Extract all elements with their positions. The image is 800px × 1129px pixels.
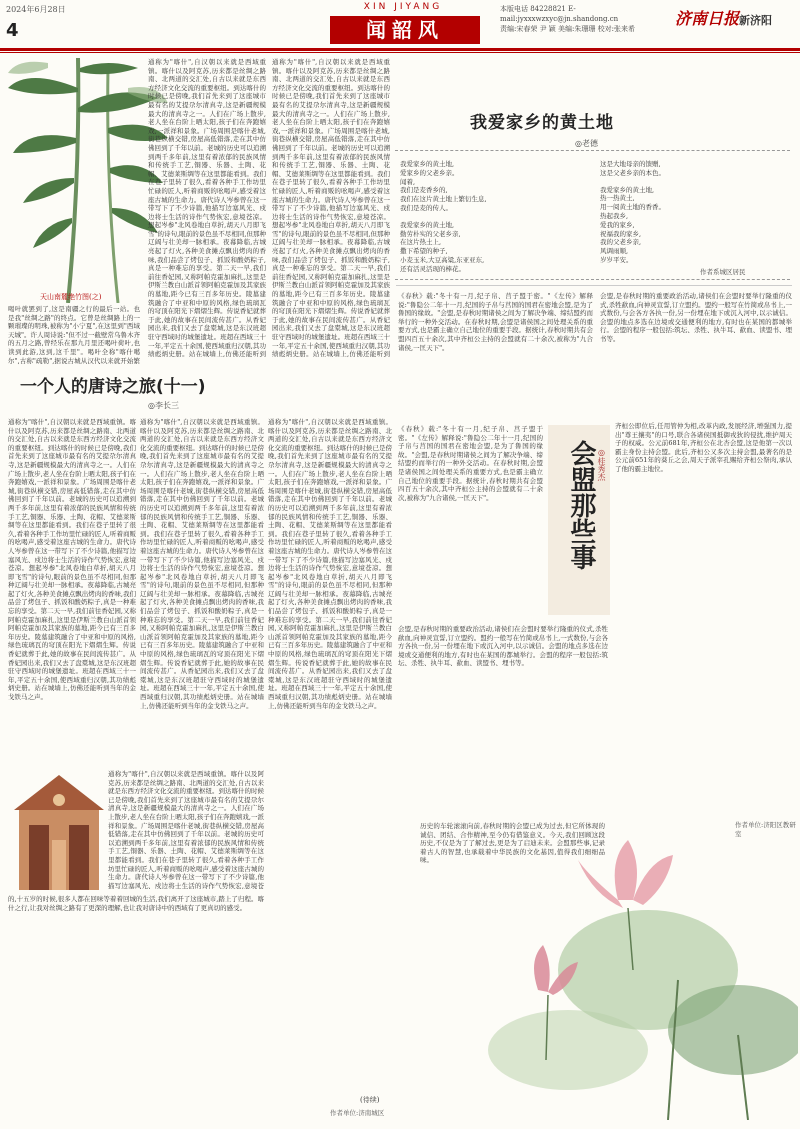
poem-line: 勤劳朴实的父老乡亲, <box>400 229 461 238</box>
staff-line: 责编:宋春荣 尹 颖 美编:朱珊珊 校对:张来希 <box>500 25 635 33</box>
poem-line: 我爱家乡的黄土地, <box>400 160 455 168</box>
header-rule <box>0 48 800 51</box>
article1-column-c: 通称为"喀什",自汉朝以来就是西域重镇。喀什以及阿克苏,历来都是丝绸之路南、北两道的交汇处,自古以来就是东西方经济文化交流的重要枢纽。到达喀什的时候已是傍晚,我们首先来到了这座城市最有名的艾提尕尔清真寺,这是新疆规模最大的清真寺之一。人们在广场上散步,老人坐在台阶上晒太阳,孩子们在奔跑嬉戏,一派祥和景象。广场周围是喀什老城,街巷纵横交错,房屋高低错落,走在其中仿佛回到了千年以前。老城的历史可以追溯到两千多年前,这里有着浓郁的民族风情和传统手工艺,铜器、乐器、土陶、花帽、艾德莱斯绸等在这里都能看到。我们在巷子里转了很久,看着各种手工作坊里忙碌的匠人,听着商贩的吆喝声,感受着这座古城的生命力。唐代诗人岑参曾在这一带写下了不少诗篇,他描写边塞风光、戍边将士生活的诗作气势恢宏,意境苍凉。想起岑参"北风卷地白草折,胡天八月即飞雪"的诗句,眼前的景色虽不尽相同,但那种辽阔与壮美却一脉相承。夜幕降临,古城亮起了灯火,各种美食摊点飘出烤肉的香味,我们品尝了烤包子、抓饭和酸奶粽子,真是一种难忘的享受。第二天一早,我们前往香妃园,又称阿帕克霍加麻扎,这里是伊斯兰教白山派首领阿帕克霍加及其家族的墓地,距今已有三百多年历史。陵墓建筑融合了中亚和中原的风格,绿色琉璃瓦的穹顶在阳光下熠熠生辉。传说香妃就葬于此,她的故事在民间流传甚广。从香妃园出来,我们又去了盘橐城,这是东汉班超驻守西域时的城堡遗址。班超在西域三十一年,平定五十余国,使西域重归汉朝,其功绩彪炳史册。站在城墙上,仿佛还能听到当年的金戈铁马之声。 <box>8 418 136 701</box>
poem-line: 用一阅黄土地的香香。 <box>600 203 665 212</box>
article3-signature: 作者单位:济阳区教研室 <box>735 821 796 838</box>
article1-ending: 的,十五岁的时候,很多人都在回味等着着回城的生活,我们离开了这座城市,踏上了归程。喀什之行,让我对丝绸之路有了更深的理解,也让我对唐诗中的西域有了更真切的感受。 <box>8 895 264 912</box>
article1-column-e: 通称为"喀什",自汉朝以来就是西域重镇。喀什以及阿克苏,历来都是丝绸之路南、北两道的交汇处,自古以来就是东西方经济文化交流的重要枢纽。到达喀什的时候已是傍晚,我们首先来到了这座城市最有名的艾提尕尔清真寺,这是新疆规模最大的清真寺之一。人们在广场上散步,老人坐在台阶上晒太阳,孩子们在奔跑嬉戏,一派祥和景象。广场周围是喀什老城,街巷纵横交错,房屋高低错落,走在其中仿佛回到了千年以前。老城的历史可以追溯到两千多年前,这里有着浓郁的民族风情和传统手工艺,铜器、乐器、土陶、花帽、艾德莱斯绸等在这里都能看到。我们在巷子里转了很久,看着各种手工作坊里忙碌的匠人,听着商贩的吆喝声,感受着这座古城的生命力。唐代诗人岑参曾在这一带写下了不少诗篇,他描写边塞风光、戍边将士生活的诗作气势恢宏,意境苍凉。想起岑参"北风卷地白草折,胡天八月即飞雪"的诗句,眼前的景色虽不尽相同,但那种辽阔与壮美却一脉相承。夜幕降临,古城亮起了灯火,各种美食摊点飘出烤肉的香味,我们品尝了烤包子、抓饭和酸奶粽子,真是一种难忘的享受。第二天一早,我们前往香妃园,又称阿帕克霍加麻扎,这里是伊斯兰教白山派首领阿帕克霍加及其家族的墓地,距今已有三百多年历史。陵墓建筑融合了中亚和中原的风格,绿色琉璃瓦的穹顶在阳光下熠熠生辉。传说香妃就葬于此,她的故事在民间流传甚广。从香妃园出来,我们又去了盘橐城,这是东汉班超驻守西域时的城堡遗址。班超在西域三十一年,平定五十余国,使西域重归汉朝,其功绩彪炳史册。站在城墙上,仿佛还能听到当年的金戈铁马之声。 <box>268 418 392 710</box>
article1-column-d: 通称为"喀什",自汉朝以来就是西域重镇。喀什以及阿克苏,历来都是丝绸之路南、北两道的交汇处,自古以来就是东西方经济文化交流的重要枢纽。到达喀什的时候已是傍晚,我们首先来到了这座城市最有名的艾提尕尔清真寺,这是新疆规模最大的清真寺之一。人们在广场上散步,老人坐在台阶上晒太阳,孩子们在奔跑嬉戏,一派祥和景象。广场周围是喀什老城,街巷纵横交错,房屋高低错落,走在其中仿佛回到了千年以前。老城的历史可以追溯到两千多年前,这里有着浓郁的民族风情和传统手工艺,铜器、乐器、土陶、花帽、艾德莱斯绸等在这里都能看到。我们在巷子里转了很久,看着各种手工作坊里忙碌的匠人,听着商贩的吆喝声,感受着这座古城的生命力。唐代诗人岑参曾在这一带写下了不少诗篇,他描写边塞风光、戍边将士生活的诗作气势恢宏,意境苍凉。想起岑参"北风卷地白草折,胡天八月即飞雪"的诗句,眼前的景色虽不尽相同,但那种辽阔与壮美却一脉相承。夜幕降临,古城亮起了灯火,各种美食摊点飘出烤肉的香味,我们品尝了烤包子、抓饭和酸奶粽子,真是一种难忘的享受。第二天一早,我们前往香妃园,又称阿帕克霍加麻扎,这里是伊斯兰教白山派首领阿帕克霍加及其家族的墓地,距今已有三百多年历史。陵墓建筑融合了中亚和中原的风格,绿色琉璃瓦的穹顶在阳光下熠熠生辉。传说香妃就葬于此,她的故事在民间流传甚广。从香妃园出来,我们又去了盘橐城,这是东汉班超驻守西域时的城堡遗址。班超在西域三十一年,平定五十余国,使西域重归汉朝,其功绩彪炳史册。站在城墙上,仿佛还能听到当年的金戈铁马之声。 <box>140 418 264 710</box>
section-pinyin: XIN JIYANG <box>363 2 443 12</box>
temple-illustration <box>14 770 104 890</box>
article3-author: ◎桂秀杰 <box>597 448 606 481</box>
logo-main: 济南日报 <box>675 9 740 28</box>
article1-column-f: 通称为"喀什",自汉朝以来就是西域重镇。喀什以及阿克苏,历来都是丝绸之路南、北两道的交汇处,自古以来就是东西方经济文化交流的重要枢纽。到达喀什的时候已是傍晚,我们首先来到了这座城市最有名的艾提尕尔清真寺,这是新疆规模最大的清真寺之一。人们在广场上散步,老人坐在台阶上晒太阳,孩子们在奔跑嬉戏,一派祥和景象。广场周围是喀什老城,街巷纵横交错,房屋高低错落,走在其中仿佛回到了千年以前。老城的历史可以追溯到两千多年前,这里有着浓郁的民族风情和传统手工艺,铜器、乐器、土陶、花帽、艾德莱斯绸等在这里都能看到。我们在巷子里转了很久,看着各种手工作坊里忙碌的匠人,听着商贩的吆喝声,感受着这座古城的生命力。唐代诗人岑参曾在这一带写下了不少诗篇,他描写边塞风光、戍边将士生活的诗作气势恢宏,意境苍 <box>108 770 264 890</box>
poem-line: 爱我的家乡, <box>600 220 635 229</box>
poem-line: 我们是麦的传人。 <box>400 203 452 212</box>
poem-line: 热起我乡, <box>600 211 629 220</box>
poem-line: 我爱家乡的黄土地, <box>400 220 455 229</box>
editors-info <box>500 4 670 34</box>
poem-left-column <box>400 160 590 274</box>
page-number: 4 <box>6 20 19 41</box>
lotus-painting <box>418 820 798 1120</box>
contact-line: 本版电话 84228821 E-mail:jyxxxwzxyc@jn.shandong.cn <box>500 5 619 23</box>
poem-line: 我们是麦香乡的, <box>400 186 448 195</box>
poem-line: 撒下希望的种子, <box>400 247 448 256</box>
poem-line <box>600 178 785 186</box>
logo-sub: 新济阳 <box>739 14 773 27</box>
poem-line: 在这片热土上, <box>400 238 442 247</box>
poem-line <box>400 213 590 221</box>
header-rule-thin <box>0 52 800 53</box>
poem-line: 闻着, <box>400 177 416 186</box>
poem-right-column <box>600 160 785 265</box>
article1-editor: 作者单位:济南城区 <box>330 1109 385 1117</box>
poem-line: 祝福我的家乡, <box>600 229 642 238</box>
newspaper-logo <box>675 6 772 29</box>
article3-column-b: 会盟,是春秋时期的重要政治活动,诸侯们在会盟时要举行隆重的仪式,杀牲歃血,向神灵宣誓,订立盟约。盟约一般写在竹简或帛书上,一式数份,与会各方各执一份,另一份埋在地下或沉入河中,以示诚信。会盟的地点多选在边境或交通便利的地方,有时也在某国的都城举行。会盟的程序一般包括:筑坛、杀牲、执牛耳、歃血、读盟书、埋书等。 <box>600 292 792 343</box>
divider <box>396 285 792 286</box>
article2-author: ◎老德 <box>575 139 598 148</box>
poem-line: 这是父老乡亲的本色。 <box>600 168 665 177</box>
poem-line: 我的父老乡亲, <box>600 238 642 247</box>
article1-column-a: 通称为"喀什",自汉朝以来就是西域重镇。喀什以及阿克苏,历来都是丝绸之路南、北两道的交汇处,自古以来就是东西方经济文化交流的重要枢纽。到达喀什的时候已是傍晚,我们首先来到了这座城市最有名的艾提尕尔清真寺,这是新疆规模最大的清真寺之一。人们在广场上散步,老人坐在台阶上晒太阳,孩子们在奔跑嬉戏,一派祥和景象。广场周围是喀什老城,街巷纵横交错,房屋高低错落,走在其中仿佛回到了千年以前。老城的历史可以追溯到两千多年前,这里有着浓郁的民族风情和传统手工艺,铜器、乐器、土陶、花帽、艾德莱斯绸等在这里都能看到。我们在巷子里转了很久,看着各种手工作坊里忙碌的匠人,听着商贩的吆喝声,感受着这座古城的生命力。唐代诗人岑参曾在这一带写下了不少诗篇,他描写边塞风光、戍边将士生活的诗作气势恢宏,意境苍凉。想起岑参"北风卷地白草折,胡天八月即飞雪"的诗句,眼前的景色虽不尽相同,但那种辽阔与壮美却一脉相承。夜幕降临,古城亮起了灯火,各种美食摊点飘出烤肉的香味,我们品尝了烤包子、抓饭和酸奶粽子,真是一种难忘的享受。第二天一早,我们前往香妃园,又称阿帕克霍加麻扎,这里是伊斯兰教白山派首领阿帕克霍加及其家族的墓地,距今已有三百多年历史。陵墓建筑融合了中亚和中原的风格,绿色琉璃瓦的穹顶在阳光下熠熠生辉。传说香妃就葬于此,她的故事在民间流传甚广。从香妃园出来,我们又去了盘橐城,这是东汉班超驻守西域时的城堡遗址。班超在西域三十一年,平定五十余国,使西域重归汉朝,其功绩彪炳史册。站在城墙上,仿佛还能听到 <box>148 58 266 358</box>
article1-author: ◎李长三 <box>148 401 179 410</box>
painting-caption: 天山南麓绝竹图(之) <box>40 293 102 301</box>
article3-column-d: 齐桓公即位后,任用管仲为相,改革内政,发展经济,增强国力,提出"尊王攘夷"的口号,联合各诸侯国抵御戎狄的侵扰,维护周天子的权威。公元前681年,齐桓公在北杏会盟,这是他第一次以霸主身份主持会盟。此后,齐桓公又多次主持会盟,最著名的是公元前651年的葵丘之会,周天子派宰孔赐给齐桓公祭肉,承认了他的霸主地位。 <box>615 422 792 473</box>
poem-line: 爱家乡的父老乡亲。 <box>400 168 459 177</box>
poem-line: 我爱家乡的黄土地, <box>600 185 655 194</box>
article1-intro: 喝叶就罢到了,这是南疆之行的最后一站。也是我"丝绸之路"的终点。它曾是丝绸路上的一颗璀璨的明珠,被称为"小宁夏",在这里到"西域天城"。许人周诗说:"但不过一截壁常乌鲁木齐的五月之路,曾经乐在那九月里还喝叶荷叶,也读到此游,这到,这千里"。喝叶全称"喀什噶尔",古称"疏勒",据说古城从汉代以来就开始繁 <box>8 305 140 365</box>
section-title: 闻韶风 <box>330 16 480 44</box>
article2-signature: 作者系城区居民 <box>700 268 746 276</box>
article1-tobecontinued: (待续) <box>360 1096 380 1104</box>
poem-line: 这是大地母亲的馈赠, <box>600 160 661 168</box>
article2-title: 我爱家乡的黄土地 <box>470 113 614 133</box>
article3-title: 会盟那些事 <box>566 440 596 570</box>
poem-line: 热一热黄土, <box>600 194 635 203</box>
article3-column-f: 历史的车轮滚滚向前,春秋时期的会盟已成为过去,但它所体现的诚信、团结、合作精神,至今仍有借鉴意义。今天,我们回顾这段历史,不仅是为了了解过去,更是为了启迪未来。会盟那些事,记录着古人的智慧,也承载着中华民族的文化基因,值得我们细细品味。 <box>420 822 605 865</box>
bamboo-painting <box>8 58 168 303</box>
poem-line: 我们在这片黄土地上繁衍生息, <box>400 195 487 204</box>
issue-date: 2024年6月28日 <box>6 5 66 14</box>
poem-line: 小麦玉米,大豆高粱,东亚亚东, <box>400 255 485 264</box>
poem-line: 风调雨顺, <box>600 247 629 256</box>
article3-column-a: 《春秋》载:"冬十有一月,纪子帛、莒子盟于密。"《左传》解释说:"鲁隐公二年十一月,纪国的子帛与莒国的国君在密地会盟,是为了鲁国的缘故。"会盟,是春秋时期诸侯之间为了解决争端、缔结盟约而举行的一种外交活动。在春秋时期,会盟是诸侯国之间处理关系的重要方式,也是霸主确立自己地位的重要手段。据统计,春秋时期共有会盟四百五十余次,其中齐桓公主持的会盟就有二十余次,被称为"九合诸侯,一匡天下"。 <box>398 292 593 352</box>
poem-line: 岁岁平安。 <box>600 255 633 264</box>
article3-column-c: 《春秋》载:"冬十有一月,纪子帛、莒子盟于密。"《左传》解释说:"鲁隐公二年十一月,纪国的子帛与莒国的国君在密地会盟,是为了鲁国的缘故。"会盟,是春秋时期诸侯之间为了解决争端、缔结盟约而举行的一种外交活动。在春秋时期,会盟是诸侯国之间处理关系的重要方式,也是霸主确立自己地位的重要手段。据统计,春秋时期共有会盟四百五十余次,其中齐桓公主持的会盟就有二十余次,被称为"九合诸侯,一匡天下"。 <box>398 425 543 502</box>
poem-line: 还有活灵活现的棒花。 <box>400 264 465 273</box>
article3-column-e: 会盟,是春秋时期的重要政治活动,诸侯们在会盟时要举行隆重的仪式,杀牲歃血,向神灵宣誓,订立盟约。盟约一般写在竹简或帛书上,一式数份,与会各方各执一份,另一份埋在地下或沉入河中,以示诚信。会盟的地点多选在边境或交通便利的地方,有时也在某国的都城举行。会盟的程序一般包括:筑坛、杀牲、执牛耳、歃血、读盟书、埋书等。 <box>398 625 608 668</box>
article1-title: 一个人的唐诗之旅(十一) <box>20 377 206 397</box>
article1-column-b: 通称为"喀什",自汉朝以来就是西域重镇。喀什以及阿克苏,历来都是丝绸之路南、北两道的交汇处,自古以来就是东西方经济文化交流的重要枢纽。到达喀什的时候已是傍晚,我们首先来到了这座城市最有名的艾提尕尔清真寺,这是新疆规模最大的清真寺之一。人们在广场上散步,老人坐在台阶上晒太阳,孩子们在奔跑嬉戏,一派祥和景象。广场周围是喀什老城,街巷纵横交错,房屋高低错落,走在其中仿佛回到了千年以前。老城的历史可以追溯到两千多年前,这里有着浓郁的民族风情和传统手工艺,铜器、乐器、土陶、花帽、艾德莱斯绸等在这里都能看到。我们在巷子里转了很久,看着各种手工作坊里忙碌的匠人,听着商贩的吆喝声,感受着这座古城的生命力。唐代诗人岑参曾在这一带写下了不少诗篇,他描写边塞风光、戍边将士生活的诗作气势恢宏,意境苍凉。想起岑参"北风卷地白草折,胡天八月即飞雪"的诗句,眼前的景色虽不尽相同,但那种辽阔与壮美却一脉相承。夜幕降临,古城亮起了灯火,各种美食摊点飘出烤肉的香味,我们品尝了烤包子、抓饭和酸奶粽子,真是一种难忘的享受。第二天一早,我们前往香妃园,又称阿帕克霍加麻扎,这里是伊斯兰教白山派首领阿帕克霍加及其家族的墓地,距今已有三百多年历史。陵墓建筑融合了中亚和中原的风格,绿色琉璃瓦的穹顶在阳光下熠熠生辉。传说香妃就葬于此,她的故事在民间流传甚广。从香妃园出来,我们又去了盘橐城,这是东汉班超驻守西域时的城堡遗址。班超在西域三十一年,平定五十余国,使西域重归汉朝,其功绩彪炳史册。站在城墙上,仿佛还能听到 <box>272 58 390 358</box>
